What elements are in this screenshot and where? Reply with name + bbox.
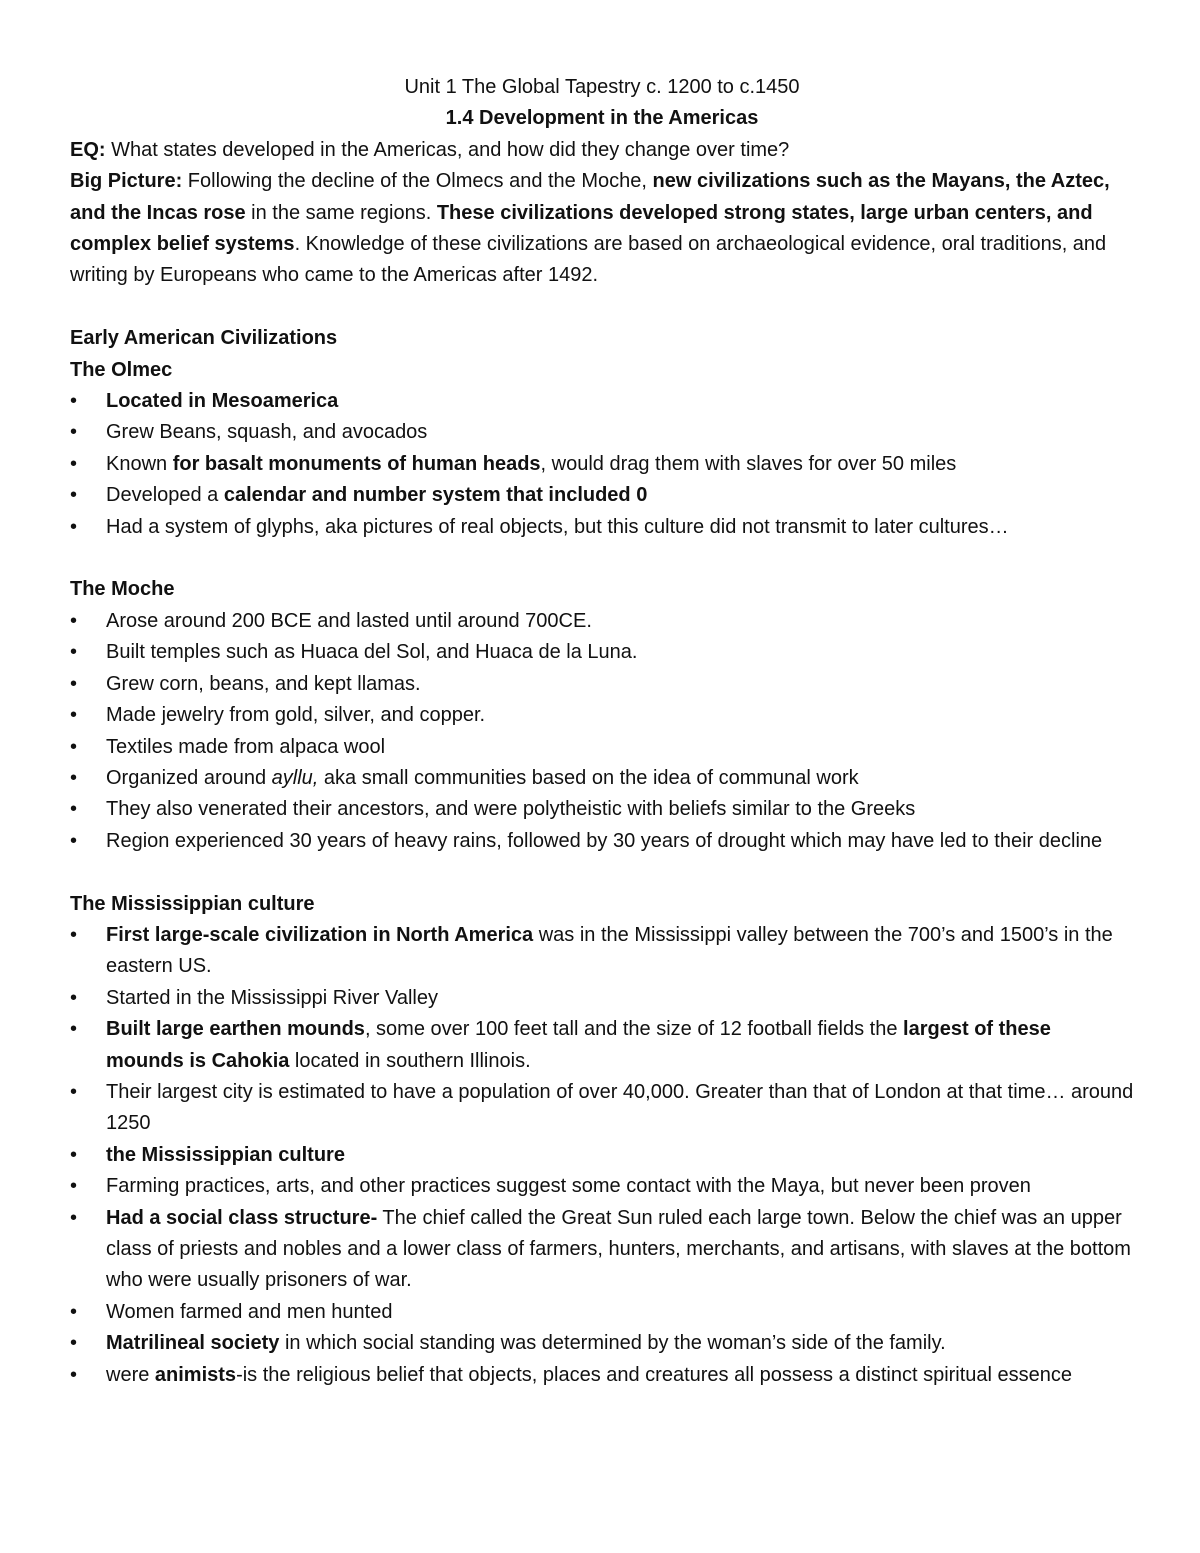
bullet-icon: •: [70, 735, 78, 758]
section-heading-moche: The Moche: [70, 578, 175, 601]
bullet-icon: •: [70, 1332, 78, 1355]
big-picture-label: Big Picture:: [70, 170, 183, 193]
list-item: [70, 669, 1134, 700]
list-item: [70, 1014, 1134, 1077]
bullet-icon: •: [70, 1080, 78, 1103]
list-item: [70, 637, 1134, 668]
big-picture-emphasis: new civilizations such as the Mayans, the Aztec, and the Incas rose: [70, 170, 1110, 224]
big-picture-text: Following the decline of the Olmecs and the Moche,: [182, 170, 653, 193]
list-item-emphasis: Built large earthen mounds: [106, 1018, 365, 1041]
list-item-emphasis: the Mississippian culture: [106, 1143, 345, 1166]
list-item: [70, 732, 1134, 763]
list-item-text: They also venerated their ancestors, and were polytheistic with beliefs similar to the Greeks: [106, 798, 916, 821]
bullet-icon: •: [70, 923, 78, 946]
bullet-icon: •: [70, 484, 78, 507]
big-picture-text: . Knowledge of these civilizations are based on archaeological evidence, oral traditions, and writing by Europeans who came to the Americas after 1492.: [70, 233, 1107, 287]
spacer: [70, 543, 1134, 574]
list-item-emphasis: largest of these mounds is Cahokia: [106, 1018, 1051, 1072]
bullet-icon: •: [70, 1300, 78, 1323]
list-item-text: Built temples such as Huaca del Sol, and Huaca de la Luna.: [106, 641, 638, 664]
bullet-icon: •: [70, 798, 78, 821]
list-item-text: Textiles made from alpaca wool: [106, 735, 386, 758]
list-item: [70, 920, 1134, 983]
eq-text: What states developed in the Americas, and how did they change over time?: [105, 138, 790, 161]
spacer: [70, 292, 1134, 323]
list-item-text: , some over 100 feet tall and the size of 12 football fields the: [364, 1018, 904, 1041]
list-item: [70, 1297, 1134, 1328]
list-item-text: were: [106, 1363, 155, 1386]
bullet-icon: •: [70, 766, 78, 789]
list-item-text: Grew corn, beans, and kept llamas.: [106, 672, 421, 695]
list-item-text: Women farmed and men hunted: [106, 1300, 393, 1323]
list-item: [70, 1171, 1134, 1202]
list-item-emphasis: Matrilineal society: [106, 1332, 280, 1355]
list-item: [70, 700, 1134, 731]
big-picture-text: in the same regions.: [245, 201, 437, 224]
bullet-icon: •: [70, 1175, 78, 1198]
list-item: [70, 1360, 1134, 1391]
list-item-text: Located in Mesoamerica: [106, 390, 339, 413]
list-item-emphasis: First large-scale civilization in North America: [106, 923, 534, 946]
list-item-text: , would drag them with slaves for over 50 miles: [540, 452, 957, 475]
bullet-icon: •: [70, 421, 78, 444]
list-item-emphasis: Had a social class structure-: [106, 1206, 378, 1229]
list-item: [70, 449, 1134, 480]
list-item: [70, 417, 1134, 448]
document-page: [70, 72, 1134, 1391]
list-item-text: Arose around 200 BCE and lasted until around 700CE.: [106, 609, 592, 632]
list-item-italic: ayllu,: [271, 766, 319, 789]
list-item: [70, 1328, 1134, 1359]
list-item-text: aka small communities based on the idea of communal work: [318, 766, 859, 789]
bullet-icon: •: [70, 1206, 78, 1229]
list-item: [70, 606, 1134, 637]
list-item: [70, 480, 1134, 511]
list-item-emphasis: calendar and number system that included 0: [223, 484, 648, 507]
list-item-text: Farming practices, arts, and other practices suggest some contact with the Maya, but never been proven: [106, 1175, 1031, 1198]
list-item-text: Region experienced 30 years of heavy rains, followed by 30 years of drought which may have led to their decline: [106, 829, 1103, 852]
bullet-icon: •: [70, 672, 78, 695]
list-item: [70, 1140, 1134, 1171]
page-title: Unit 1 The Global Tapestry c. 1200 to c.1450: [404, 76, 800, 98]
list-item-emphasis: animists: [154, 1363, 237, 1386]
bullet-icon: •: [70, 1143, 78, 1166]
moche-list: [70, 606, 1134, 857]
list-item-text: Started in the Mississippi River Valley: [106, 986, 438, 1009]
list-item-text: Developed a: [106, 484, 224, 507]
bullet-icon: •: [70, 1018, 78, 1041]
list-item-text: Made jewelry from gold, silver, and copper.: [106, 704, 486, 727]
essential-question: [70, 135, 1134, 166]
section-heading-olmec: The Olmec: [70, 358, 173, 381]
bullet-icon: •: [70, 390, 78, 413]
page-subtitle: 1.4 Development in the Americas: [445, 107, 759, 130]
list-item-text: The chief called the Great Sun ruled each large town. Below the chief was an upper class of priests and nobles and a lower class of farmers, hunters, merchants, and artisans, with slaves at the bottom who were usually prisoners of war.: [106, 1206, 1131, 1292]
list-item-text: Their largest city is estimated to have a population of over 40,000. Greater than that of London at that time… around 1250: [106, 1080, 1134, 1135]
list-item: [70, 794, 1134, 825]
list-item: [70, 386, 1134, 417]
eq-label: EQ:: [70, 138, 106, 161]
list-item-text: -is the religious belief that objects, places and creatures all possess a distinct spiritual essence: [236, 1363, 1073, 1386]
list-item-text: Organized around: [106, 766, 272, 789]
bullet-icon: •: [70, 829, 78, 852]
list-item-emphasis: for basalt monuments of human heads: [172, 452, 541, 475]
section-heading-early: Early American Civilizations: [70, 327, 338, 350]
list-item-text: in which social standing was determined by the woman’s side of the family.: [279, 1332, 946, 1355]
list-item-text: was in the Mississippi valley between the 700’s and 1500’s in the eastern US.: [106, 923, 1113, 978]
list-item-text: Had a system of glyphs, aka pictures of real objects, but this culture did not transmit to later cultures…: [106, 515, 1009, 538]
bullet-icon: •: [70, 515, 78, 538]
list-item: [70, 1077, 1134, 1140]
list-item: [70, 826, 1134, 857]
bullet-icon: •: [70, 704, 78, 727]
list-item: [70, 763, 1134, 794]
list-item-text: Grew Beans, squash, and avocados: [106, 421, 428, 444]
list-item: [70, 1203, 1134, 1297]
list-item-text: Known: [106, 452, 173, 475]
olmec-list: [70, 386, 1134, 543]
bullet-icon: •: [70, 452, 78, 475]
list-item: [70, 983, 1134, 1014]
mississippian-list: [70, 920, 1134, 1391]
section-heading-mississippian: The Mississippian culture: [70, 892, 315, 915]
big-picture-emphasis: These civilizations developed strong states, large urban centers, and complex belief systems: [70, 201, 1093, 256]
list-item-text: located in southern Illinois.: [289, 1049, 531, 1072]
big-picture-paragraph: [70, 166, 1134, 292]
list-item: [70, 512, 1134, 543]
bullet-icon: •: [70, 609, 78, 632]
spacer: [70, 857, 1134, 888]
bullet-icon: •: [70, 986, 78, 1009]
bullet-icon: •: [70, 1363, 78, 1386]
bullet-icon: •: [70, 641, 78, 664]
